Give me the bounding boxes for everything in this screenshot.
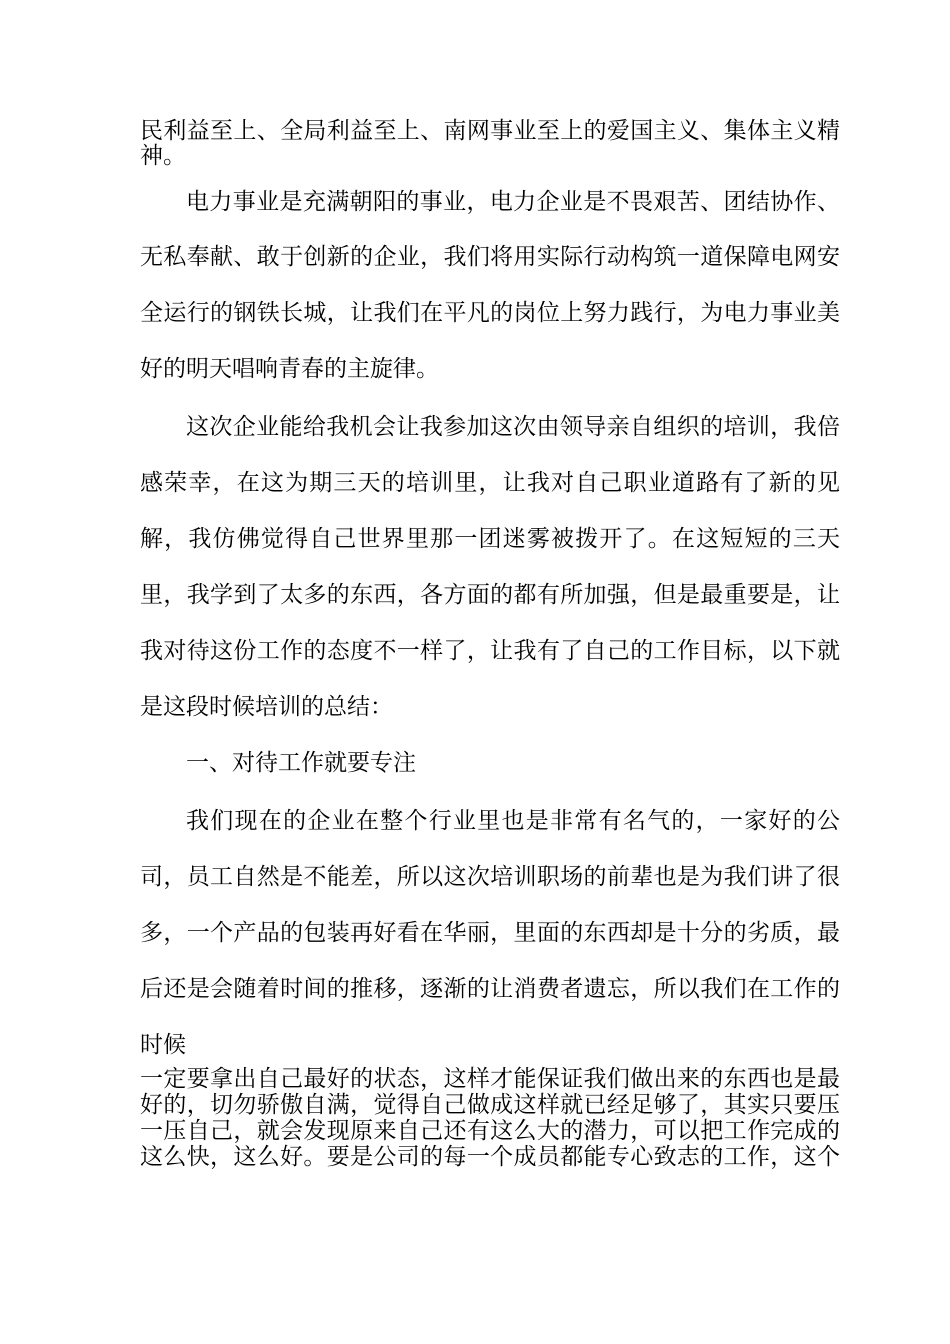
text-line: 我对待这份工作的态度不一样了，让我有了自己的工作目标，以下就 (140, 638, 840, 664)
text-line: 神。 (140, 143, 186, 169)
text-line: 无私奉献、敢于创新的企业，我们将用实际行动构筑一道保障电网安 (140, 244, 840, 270)
text-line: 我们现在的企业在整个行业里也是非常有名气的，一家好的公 (186, 808, 840, 834)
text-line: 解，我仿佛觉得自己世界里那一团迷雾被拨开了。在这短短的三天 (140, 526, 840, 552)
text-line: 一压自己，就会发现原来自己还有这么大的潜力，可以把工作完成的 (140, 1118, 840, 1144)
text-line: 里，我学到了太多的东西，各方面的都有所加强，但是最重要是，让 (140, 582, 840, 608)
text-line: 感荣幸，在这为期三天的培训里，让我对自己职业道路有了新的见 (140, 470, 840, 496)
text-line: 后还是会随着时间的推移，逐渐的让消费者遗忘，所以我们在工作的 (140, 976, 840, 1002)
text-line: 一定要拿出自己最好的状态，这样才能保证我们做出来的东西也是最 (140, 1066, 840, 1092)
text-line: 多，一个产品的包装再好看在华丽，里面的东西却是十分的劣质，最 (140, 920, 840, 946)
section-heading: 一、对待工作就要专注 (186, 750, 416, 776)
text-line: 民利益至上、全局利益至上、南网事业至上的爱国主义、集体主义精 (140, 118, 840, 144)
text-line: 全运行的钢铁长城，让我们在平凡的岗位上努力践行，为电力事业美 (140, 300, 840, 326)
text-line: 好的，切勿骄傲自满，觉得自己做成这样就已经足够了，其实只要压 (140, 1092, 840, 1118)
text-line: 时候 (140, 1032, 186, 1058)
text-line: 司，员工自然是不能差，所以这次培训职场的前辈也是为我们讲了很 (140, 864, 840, 890)
text-line: 好的明天唱响青春的主旋律。 (140, 356, 439, 382)
text-line: 电力事业是充满朝阳的事业，电力企业是不畏艰苦、团结协作、 (186, 189, 840, 215)
text-line: 是这段时候培训的总结： (140, 694, 393, 720)
text-line: 这次企业能给我机会让我参加这次由领导亲自组织的培训，我倍 (186, 414, 840, 440)
text-line: 这么快，这么好。要是公司的每一个成员都能专心致志的工作，这个 (140, 1144, 840, 1170)
